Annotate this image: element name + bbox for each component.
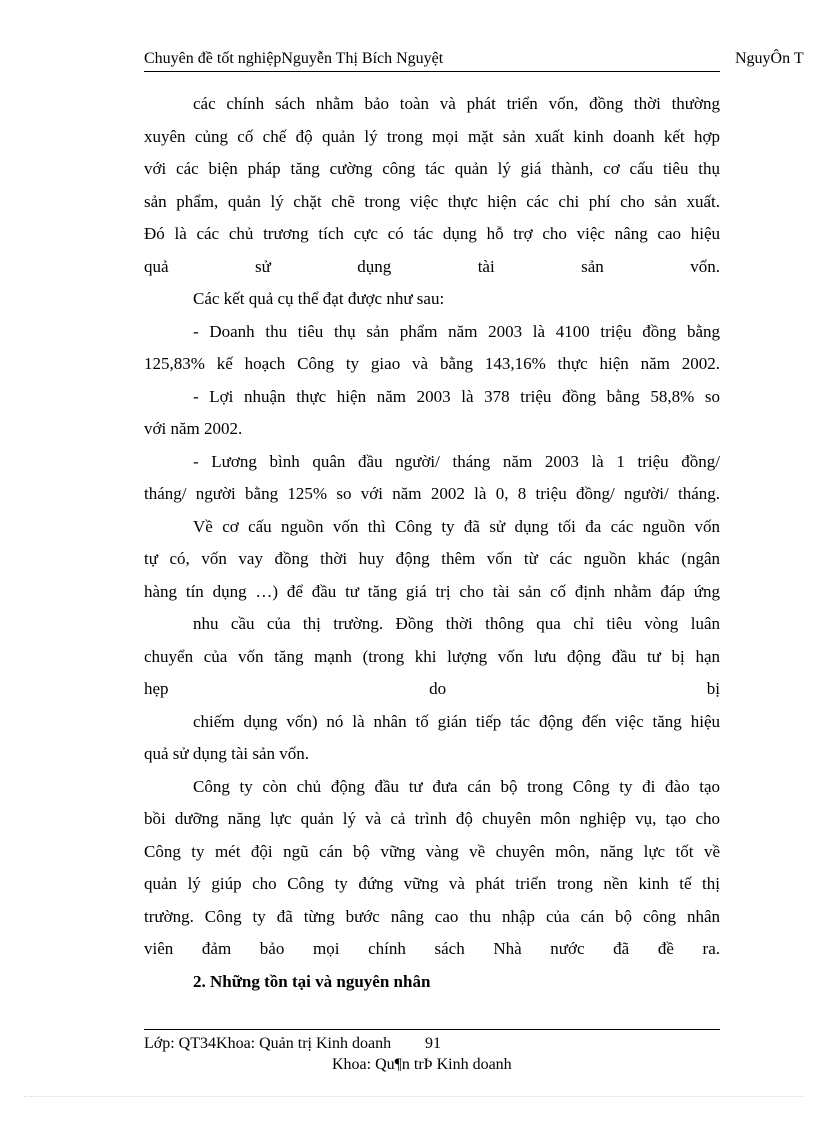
running-header-left: Chuyên đề tốt nghiệpNguyễn Thị Bích Nguyệt xyxy=(144,50,444,67)
running-header-right: NguyÔn T xyxy=(735,50,804,67)
text-line: với năm 2002. xyxy=(144,419,243,438)
text-line: quản lý giúp cho Công ty đứng vững và phát triển trong nền kinh tế thị xyxy=(144,874,720,893)
section-heading: 2. Những tồn tại và nguyên nhân xyxy=(193,971,431,991)
body-text xyxy=(144,88,720,998)
page-number: 91 xyxy=(425,1035,441,1052)
text-line: chiếm dụng vốn) nó là nhân tố gián tiếp tác động đến việc tăng hiệu xyxy=(193,711,720,731)
text-line: nhu cầu của thị trường. Đồng thời thông qua chỉ tiêu vòng luân xyxy=(193,614,720,633)
text-line: tháng/ người bằng 125% so với năm 2002 là 0, 8 triệu đồng/ người/ tháng. xyxy=(144,484,720,503)
text-line: viên đảm bảo mọi chính sách Nhà nước đã đề ra. xyxy=(144,939,720,958)
text-line: quả sử dụng tài sản vốn. xyxy=(144,256,720,276)
footer-class-info: Lớp: QT34Khoa: Quản trị Kinh doanh xyxy=(144,1035,392,1052)
text-line: các chính sách nhằm bảo toàn và phát triển vốn, đồng thời thường xyxy=(193,94,720,113)
text-line: Về cơ cấu nguồn vốn thì Công ty đã sử dụng tối đa các nguồn vốn xyxy=(193,516,720,536)
text-line: tự có, vốn vay đồng thời huy động thêm vốn từ các nguồn khác (ngân xyxy=(144,549,720,568)
text-line: với các biện pháp tăng cường công tác quản lý giá thành, cơ cấu tiêu thụ xyxy=(144,159,720,178)
text-line: Công ty còn chủ động đầu tư đưa cán bộ trong Công ty đi đào tạo xyxy=(193,776,720,796)
text-line: - Lương bình quân đầu người/ tháng năm 2003 là 1 triệu đồng/ xyxy=(193,451,720,471)
text-line: chuyển của vốn tăng mạnh (trong khi lượng vốn lưu động đầu tư bị hạn xyxy=(144,646,720,666)
text-line: xuyên củng cố chế độ quản lý trong mọi mặt sản xuất kinh doanh kết hợp xyxy=(144,126,720,146)
text-line: 125,83% kế hoạch Công ty giao và bằng 143,16% thực hiện năm 2002. xyxy=(144,354,720,373)
text-line: - Lợi nhuận thực hiện năm 2003 là 378 triệu đồng bằng 58,8% so xyxy=(193,386,720,406)
text-line: Công ty mét đội ngũ cán bộ vững vàng về chuyên môn, năng lực tốt về xyxy=(144,841,720,861)
footer-faculty: Khoa: Qu¶n trÞ Kinh doanh xyxy=(332,1056,512,1073)
text-line: hàng tín dụng …) để đầu tư tăng giá trị cho tài sản cố định nhằm đáp ứng xyxy=(144,581,720,601)
text-line: Đó là các chủ trương tích cực có tác dụng hỗ trợ cho việc nâng cao hiệu xyxy=(144,224,720,243)
footer-divider xyxy=(144,1029,720,1030)
text-line: Các kết quả cụ thể đạt được như sau: xyxy=(193,289,445,308)
text-line: bồi dưỡng năng lực quản lý và cả trình độ chuyên môn nghiệp vụ, tạo cho xyxy=(144,809,720,828)
page-boundary xyxy=(24,1096,804,1097)
text-line: trường. Công ty đã từng bước nâng cao thu nhập của cán bộ công nhân xyxy=(144,906,720,926)
header-divider xyxy=(144,71,720,72)
text-line: - Doanh thu tiêu thụ sản phẩm năm 2003 là 4100 triệu đồng bằng xyxy=(193,321,720,341)
text-line: hẹp do bị xyxy=(144,679,720,698)
text-line: sản phẩm, quản lý chặt chẽ trong việc thực hiện các chi phí cho sản xuất. xyxy=(144,191,720,211)
text-line: quả sử dụng tài sản vốn. xyxy=(144,744,310,763)
